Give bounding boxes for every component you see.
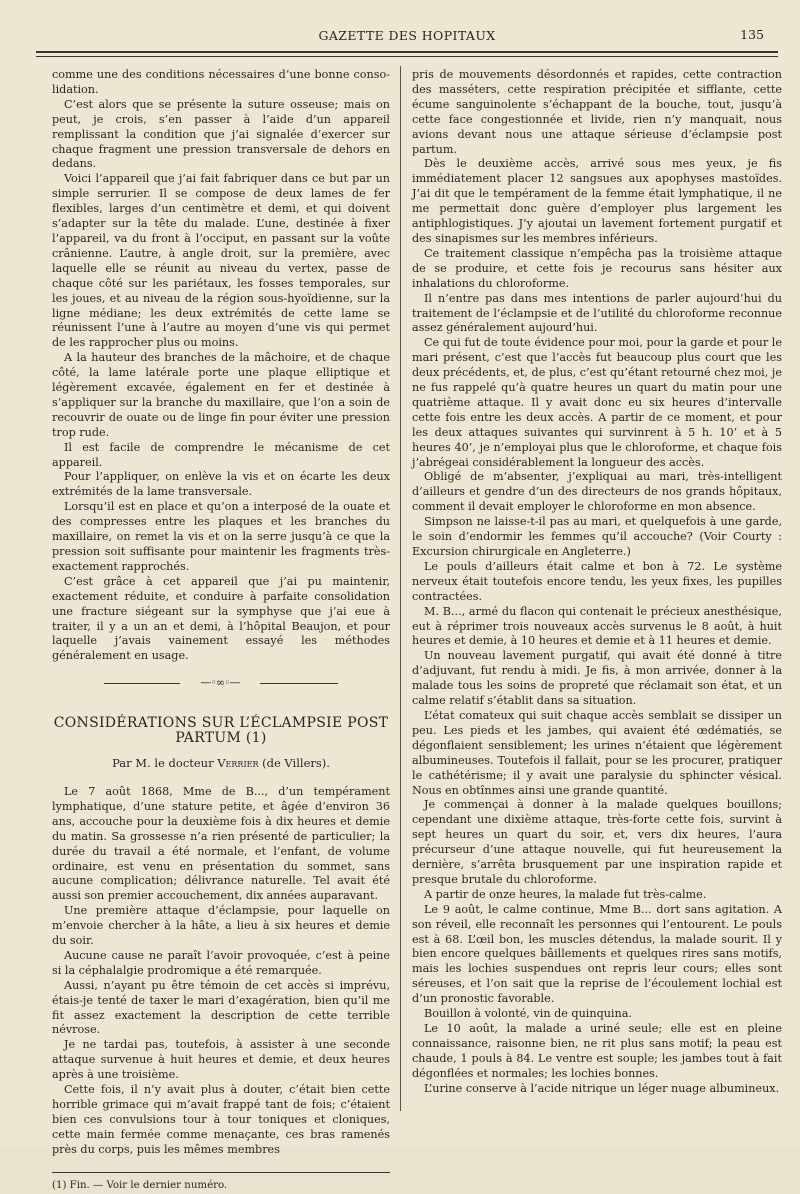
paragraph: L’urine conserve à l’acide nitrique un léger nuage albumineux. (424, 1081, 780, 1095)
paragraph: A partir de onze heures, la malade fut très-calme. (424, 887, 707, 901)
paragraph: Il est facile de comprendre le mécanisme de cet appareil. (52, 440, 390, 469)
paragraph: Aussi, n’ayant pu être témoin de cet accès si imprévu, étais-je tenté de taxer le mari d’exagération, bien qu’il me fit assez exactement la description de cette terrible névrose. (52, 978, 390, 1037)
paragraph: Je commençai à donner à la malade quelques bouillons; cependant une dixième attaque, très-forte cette fois, survint à sept heures un quart du soir, et, vers dix heures, l’aura précurseur d’une attaque nouvelle, qui fut heureusement la dernière, s’arrêta brusquement par une inspiration rapide et presque brutale du chloroforme. (412, 798, 782, 886)
ornament: —◦∞◦— (180, 677, 260, 689)
paragraph: Voici l’appareil que j’ai fait fabriquer dans ce but par un simple serrurier. Il se compose de deux lames de fer flexibles, larges d’un centimètre et demi, et qui doivent s’adapter sur la tête du malade. L’une, destinée à fixer l’appareil, va du front à l’occiput, en passant sur la voûte crânienne. L’autre, à angle droit, sur la première, avec laquelle elle se réunit au niveau du vertex, passe de chaque côté sur les pariétaux, les fosses temporales, sur les joues, et au niveau de la région sous-hyoïdienne, sur la ligne médiane; les deux extrémités de cette lame se réunissent l’une à l’autre au moyen d’une vis qui permet de les rapprocher plus ou moins. (52, 172, 390, 350)
page-number: 135 (740, 27, 764, 42)
paragraph: L’état comateux qui suit chaque accès semblait se dissiper un peu. Les pieds et les jambes, qui avaient été œdématiés, se dégonflaient sensiblement; les urines n’étaient que légèrement albumineuses. Toutefois il fallait, pour se les procurer, pratiquer le cathétérisme; il y avait une paralysie du sphincter vésical. Nous en obtînmes ainsi une grande quantité. (412, 708, 782, 797)
paragraph: Je ne tardai pas, toutefois, à assister à une seconde attaque survenue à huit heures et demie, et deux heures après à une troisième. (52, 1038, 390, 1082)
paragraph: Ce traitement classique n’empêcha pas la troisième attaque de se produire, et cette fois je recourus sans hésiter aux inhalations du chloroforme. (412, 246, 782, 290)
paragraph: Bouillon à volonté, vin de quinquina. (424, 1007, 632, 1021)
paragraph: Le pouls d’ailleurs était calme et bon à 72. Le système nerveux était toutefois encore tendu, les yeux fixes, les pupilles contractées. (412, 559, 782, 603)
paragraph: Le 9 août, le calme continue, Mme B... dort sans agitation. A son réveil, elle reconnaît les personnes qui l’entourent. Le pouls est à 68. L’œil bon, les muscles détendus, la malade sourit. Il y bien encore quelques bâillements et quelques rires sans motifs, mais les lochies suspendues ont repris leur cours; elles sont séreuses, et l’on sait que la reprise de l’écoulement lochial est d’un pronostic favorable. (412, 902, 782, 1006)
header-rule-thin (36, 56, 778, 57)
paragraph: Obligé de m’absenter, j’expliquai au mari, très-intelligent d’ailleurs et gendre d’un des directeurs de nos grands hôpitaux, comment il devait employer le chloroforme en mon absence. (412, 470, 782, 514)
footnote: (1) Fin. — Voir le dernier numéro. (52, 1179, 228, 1191)
paragraph: Aucune cause ne paraît l’avoir provoquée, c’est à peine si la céphalalgie prodromique a été remarquée. (52, 948, 390, 977)
paragraph: Une première attaque d’éclampsie, pour laquelle on m’envoie chercher à la hâte, a lieu à six heures et demie du soir. (52, 904, 390, 948)
article-title: CONSIDÉRATIONS SUR L’ÉCLAMPSIE POST PARTUM (1) (53, 715, 389, 747)
paragraph: Dès le deuxième accès, arrivé sous mes yeux, je fis immédiatement placer 12 sangsues aux apophyses mastoïdes. J’ai dit que le tempérament de la femme était lymphatique, il ne me permettait donc guère d’employer plus largement les antiphlogistiques. J’y ajoutai un lavement fortement purgatif et des sinapismes sur les membres inférieurs. (412, 157, 782, 245)
header-rule-thick (36, 51, 778, 53)
paragraph: M. B..., armé du flacon qui contenait le précieux anesthésique, eut à réprimer trois nouveaux accès survenus le 8 août, à huit heures et demie, à 10 heures et demie et à 11 heures et demie. (412, 604, 782, 648)
paragraph: Le 10 août, la malade a uriné seule; elle est en pleine connaissance, raisonne bien, ne rit plus sans motif; la peau est chaude, 1 pouls à 84. Le ventre est souple; les jambes tout à fait dégonflées et normales; les lochies bonnes. (412, 1022, 782, 1080)
paragraph: comme une des conditions nécessaires d’une bonne conso-lidation. (52, 68, 390, 96)
paragraph: Il n’entre pas dans mes intentions de parler aujourd’hui du traitement de l’éclampsie et de l’utilité du chloroforme reconnue assez généralement aujourd’hui. (412, 291, 782, 335)
section-separator (52, 672, 390, 696)
left-column (52, 68, 390, 1194)
paragraph: Pour l’appliquer, on enlève la vis et on écarte les deux extrémités de la lame transversale. (52, 470, 390, 499)
page-header (36, 22, 778, 62)
paragraph: C’est grâce à cet appareil que j’ai pu maintenir, exactement réduite, et conduire à parfaite consolidation une fracture siégeant sur la symphyse que j’ai eue à traiter, il y a un an et demi, à l’hôpital Beaujon, et pour laquelle j’avais vainement essayé les méthodes généralement en usage. (52, 574, 390, 663)
paragraph: C’est alors que se présente la suture osseuse; mais on peut, je crois, s’en passer à l’aide d’un appareil remplissant la condition que j’ai signalée d’exercer sur chaque fragment une pression transversale de dehors en dedans. (52, 97, 390, 171)
paragraph: pris de mouvements désordonnés et rapides, cette contraction des masséters, cette respiration précipitée et sifflante, cette écume sanguinolente s’échappant de la bouche, tout, jusqu’à cette face congestionnée et livide, rien n’y manquait, nous avions devant nous une attaque sérieuse d’éclampsie post partum. (412, 68, 782, 156)
paragraph: A la hauteur des branches de la mâchoire, et de chaque côté, la lame latérale porte une plaque elliptique et légèrement excavée, également en fer et destinée à s’appliquer sur la branche du maxillaire, que l’on a soin de recouvrir de ouate ou de linge fin pour éviter une pression trop rude. (52, 351, 390, 439)
paragraph: Lorsqu’il est en place et qu’on a interposé de la ouate et des compresses entre les plaques et les branches du maxillaire, on remet la vis et on la serre jusqu’à ce que la pression soit suffisante pour maintenir les fragments très-exactement rapprochés. (52, 500, 390, 573)
byline-prefix: Par M. le docteur (112, 756, 214, 771)
byline (52, 756, 390, 771)
paragraph: Simpson ne laisse-t-il pas au mari, et quelquefois à une garde, le soin d’endormir les femmes qu’il accouche? (Voir Courty : Excursion chirurgicale en Angleterre.) (412, 515, 782, 558)
byline-author: Verrier (217, 756, 259, 771)
byline-suffix: (de Villers). (262, 756, 330, 771)
paragraph: Cette fois, il n’y avait plus à douter, c’était bien cette horrible grimace qui m’avait frappé tant de fois; c’étaient bien ces convulsions tour à tour toniques et cloniques, cette main fermée comme menaçante, ces bras ramenés près du corps, puis les mêmes membres (52, 1083, 390, 1156)
right-column (412, 68, 782, 1097)
journal-title: GAZETTE DES HOPITAUX (318, 28, 496, 43)
paragraph: Ce qui fut de toute évidence pour moi, pour la garde et pour le mari présent, c’est que l’accès fut beaucoup plus court que les deux précédents, et, de plus, c’est qu’étant retourné chez moi, je ne fus rappelé qu’à quatre heures un quart du matin pour une quatrième attaque. Il y avait donc eu six heures d’intervalle cette fois entre les deux accès. A partir de ce moment, et pour les deux attaques suivantes qui survinrent à 5 h. 10’ et à 5 heures 40’, je n’employai plus que le chloroforme, et chaque fois j’abrégeai considérablement la longueur des accès. (412, 336, 782, 469)
paragraph: Un nouveau lavement purgatif, qui avait été donné à titre d’adjuvant, fut rendu à midi. Je fis, à mon arrivée, donner à la malade tous les soins de propreté que réclamait son état, et un calme relatif s’établit dans sa situation. (412, 649, 782, 708)
column-divider (400, 66, 401, 1111)
footnote-rule (52, 1172, 390, 1173)
paragraph: Le 7 août 1868, Mme de B..., d’un tempérament lymphatique, d’une stature petite, et âgée d’environ 36 ans, accouche pour la deuxième fois à dix heures et demie du matin. Sa grossesse n’a rien présenté de particulier; la durée du travail a été normale, et l’enfant, de volume ordinaire, est venu en présentation du sommet, sans aucune complication; délivrance naturelle. Tel avait été aussi son premier accouchement, dix années auparavant. (52, 784, 390, 903)
